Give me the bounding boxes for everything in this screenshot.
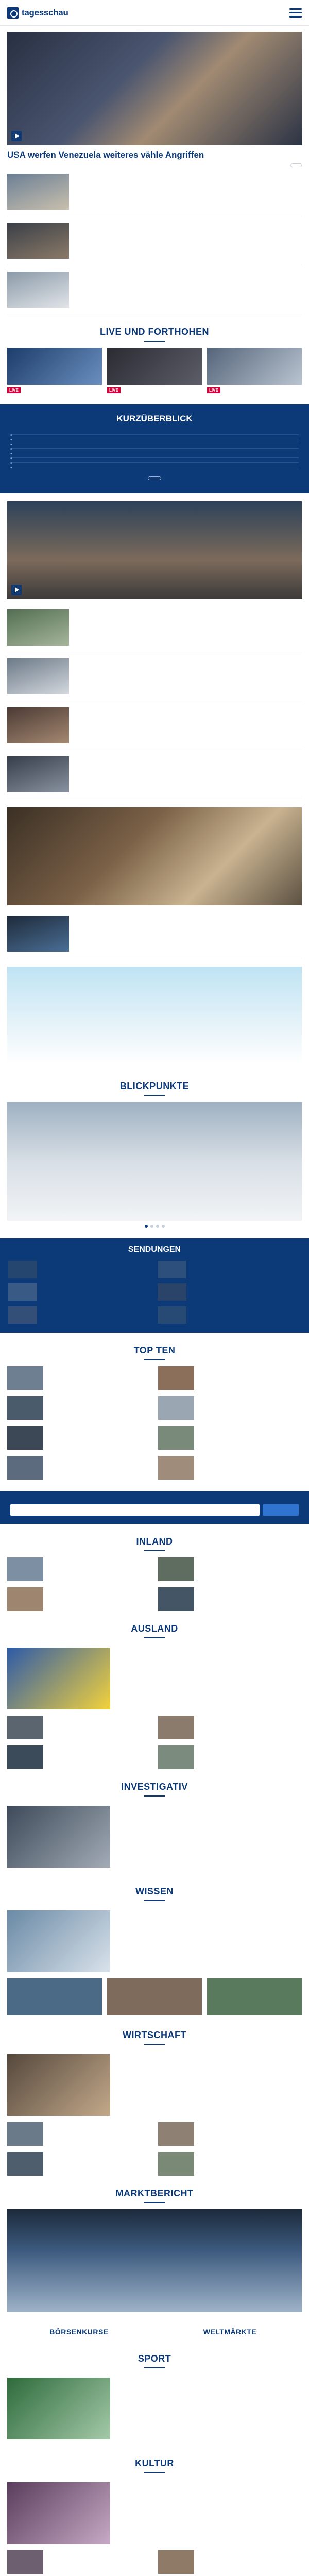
section-title: SPORT (138, 2353, 171, 2364)
kurzueberblick-box (0, 404, 309, 493)
main-content (0, 26, 309, 2576)
list-item[interactable] (7, 701, 302, 750)
section-header-ausland (7, 1611, 302, 1645)
feature-teaser[interactable] (7, 799, 302, 905)
list-item[interactable] (7, 1426, 151, 1450)
list-item[interactable] (10, 449, 299, 453)
show-thumbnail (8, 1283, 37, 1301)
list-item[interactable] (158, 2152, 302, 2176)
feature-teaser[interactable] (7, 493, 302, 599)
teaser-image (7, 223, 69, 259)
live-card[interactable] (207, 348, 302, 396)
teaser-image (7, 1366, 43, 1390)
teaser-image (7, 1745, 43, 1769)
feature-image[interactable] (7, 967, 302, 1064)
teaser-image (7, 1978, 102, 2015)
topten-grid (7, 1366, 302, 1480)
teaser-image (7, 1587, 43, 1611)
list-item[interactable] (158, 1261, 301, 1278)
list-item[interactable] (8, 1283, 151, 1301)
kurzueberblick-list (10, 430, 299, 467)
list-item[interactable] (7, 167, 302, 216)
more-teaser-list (7, 603, 302, 799)
live-badge: LIVE (207, 387, 220, 393)
teaser-image (158, 1745, 194, 1769)
list-item[interactable] (7, 2550, 151, 2574)
live-cards (7, 348, 302, 396)
hero-headline[interactable]: USA werfen Venezuela weiteres vähle Angriffen (7, 150, 204, 160)
list-item[interactable] (158, 1745, 302, 1769)
kurzueberblick-title: KURZÜBERBLICK (116, 414, 193, 423)
list-item[interactable] (158, 1366, 302, 1390)
gallery-pagination[interactable] (7, 1225, 302, 1228)
hero-more-button[interactable] (290, 163, 302, 167)
boersenkurse-link[interactable] (7, 2321, 151, 2341)
topten-title: TOP TEN (133, 1345, 176, 1355)
newsletter-email-field[interactable] (10, 1504, 260, 1516)
teaser-image (7, 707, 69, 743)
hero-teaser[interactable] (7, 32, 302, 167)
list-item[interactable] (7, 1557, 151, 1581)
list-item[interactable] (8, 1306, 151, 1324)
list-item[interactable] (7, 2152, 151, 2176)
list-item[interactable] (10, 453, 299, 458)
list-item[interactable] (7, 603, 302, 652)
wirtschaft-grid (7, 2122, 302, 2176)
list-item[interactable] (107, 1978, 202, 2018)
teaser-image (207, 1978, 302, 2015)
live-badge: LIVE (107, 387, 121, 393)
teaser-image (107, 1978, 202, 2015)
topten-header (7, 1333, 302, 1366)
show-thumbnail (158, 1283, 186, 1301)
list-item[interactable] (158, 1426, 302, 1450)
section-title: INVESTIGATIV (121, 1782, 188, 1792)
teaser-image (7, 2122, 43, 2146)
boerse-links (7, 2321, 302, 2341)
section-header-marktbericht (7, 2176, 302, 2209)
gallery-image[interactable] (7, 1102, 302, 1221)
ausland-grid (7, 1716, 302, 1769)
section-header-kultur (7, 2446, 302, 2479)
list-item[interactable] (158, 1557, 302, 1581)
teaser-image (7, 2152, 43, 2176)
teaser-image (7, 174, 69, 210)
site-logo[interactable]: tagesschau (22, 7, 68, 18)
blickpunkte-header (7, 1069, 302, 1102)
kultur-grid (7, 2550, 302, 2574)
live-badge: LIVE (7, 387, 21, 393)
investigativ-lead-teaser[interactable] (7, 1803, 302, 1874)
teaser-image (158, 1426, 194, 1450)
list-item[interactable] (7, 265, 302, 314)
hero-image (7, 32, 302, 145)
teaser-image (7, 1396, 43, 1420)
list-item[interactable] (158, 1306, 301, 1324)
list-item[interactable] (10, 439, 299, 444)
marktbericht-image[interactable] (7, 2209, 302, 2312)
inland-grid (7, 1557, 302, 1611)
list-item[interactable] (158, 1456, 302, 1480)
teaser-image (158, 1456, 194, 1480)
list-item[interactable] (158, 2122, 302, 2146)
list-item[interactable] (7, 1978, 102, 2018)
list-item[interactable] (7, 750, 302, 799)
sendungen-title: SENDUNGEN (128, 1245, 181, 1254)
section-header-investigativ (7, 1769, 302, 1803)
section-header-inland (7, 1524, 302, 1557)
section-title: WISSEN (135, 1886, 174, 1896)
list-item[interactable] (7, 1396, 151, 1420)
sendungen-box (0, 1238, 309, 1333)
list-item[interactable] (10, 444, 299, 449)
list-item[interactable] (158, 1396, 302, 1420)
list-item[interactable] (7, 1587, 151, 1611)
teaser-image (158, 1716, 194, 1739)
more-teaser-list (7, 909, 302, 958)
show-thumbnail (158, 1261, 186, 1278)
wissen-lead-teaser[interactable] (7, 1907, 302, 1978)
feature-image (7, 807, 302, 905)
list-item[interactable] (7, 1456, 151, 1480)
blickpunkte-title: BLICKPUNKTE (119, 1081, 190, 1091)
weltmaerkte-link[interactable] (158, 2321, 302, 2341)
teaser-image (7, 1426, 43, 1450)
live-card-image (207, 348, 302, 385)
list-item[interactable] (7, 652, 302, 701)
list-item[interactable] (10, 458, 299, 463)
teaser-image (158, 1396, 194, 1420)
list-item[interactable] (8, 1261, 151, 1278)
teaser-image (158, 1366, 194, 1390)
list-item[interactable] (158, 1716, 302, 1739)
list-item[interactable] (10, 435, 299, 439)
live-card[interactable] (107, 348, 202, 396)
newsletter-box (0, 1491, 309, 1524)
section-header-sport (7, 2341, 302, 2375)
teaser-image (7, 2054, 110, 2116)
teaser-image (158, 2152, 194, 2176)
section-title: MARKTBERICHT (115, 2188, 194, 2198)
ausland-lead-teaser[interactable] (7, 1645, 302, 1716)
live-section-header (7, 314, 302, 348)
teaser-image (7, 1456, 43, 1480)
logo-icon[interactable] (7, 7, 19, 19)
teaser-image (7, 2378, 110, 2439)
section-title: KULTUR (135, 2458, 174, 2468)
section-header-wissen (7, 1874, 302, 1907)
teaser-image (7, 609, 69, 646)
list-item[interactable] (10, 463, 299, 467)
list-item[interactable] (10, 430, 299, 435)
feature-image (7, 501, 302, 599)
teaser-image (158, 1587, 194, 1611)
teaser-image (158, 2550, 194, 2574)
teaser-image (7, 1648, 110, 1709)
kurzueberblick-button[interactable] (148, 476, 161, 480)
live-section-title: LIVE UND FORTHOHEN (99, 327, 209, 337)
teaser-image (7, 272, 69, 308)
section-header-wirtschaft (7, 2018, 302, 2051)
wissen-cards (7, 1978, 302, 2018)
newsletter-submit-button[interactable] (263, 1504, 299, 1516)
show-thumbnail (8, 1306, 37, 1324)
sport-lead-teaser[interactable] (7, 2375, 302, 2446)
teaser-image (7, 1806, 110, 1868)
boersenkurse-title: BÖRSENKURSE (49, 2328, 109, 2336)
list-item[interactable] (207, 1978, 302, 2018)
list-item[interactable] (7, 909, 302, 958)
live-card[interactable] (7, 348, 102, 396)
wirtschaft-lead-teaser[interactable] (7, 2051, 302, 2122)
site-header (0, 0, 309, 26)
kultur-lead-teaser[interactable] (7, 2479, 302, 2550)
teaser-image (7, 658, 69, 694)
teaser-image (7, 916, 69, 952)
section-title: WIRTSCHAFT (123, 2030, 186, 2040)
weltmaerkte-title: WELTMÄRKTE (203, 2328, 257, 2336)
live-card-image (7, 348, 102, 385)
top-teaser-list (7, 167, 302, 314)
show-thumbnail (158, 1306, 186, 1324)
teaser-image (7, 756, 69, 792)
live-card-image (107, 348, 202, 385)
teaser-image (7, 2482, 110, 2544)
teaser-image (158, 1557, 194, 1581)
teaser-image (158, 2122, 194, 2146)
list-item[interactable] (7, 1366, 151, 1390)
video-play-icon[interactable] (11, 585, 22, 595)
list-item[interactable] (7, 1745, 151, 1769)
list-item[interactable] (158, 1283, 301, 1301)
section-title: INLAND (136, 1536, 173, 1547)
list-item[interactable] (7, 1716, 151, 1739)
list-item[interactable] (7, 216, 302, 265)
section-title: AUSLAND (131, 1623, 178, 1634)
teaser-image (7, 1557, 43, 1581)
video-play-icon[interactable] (11, 131, 22, 141)
menu-icon[interactable] (289, 8, 302, 18)
show-thumbnail (8, 1261, 37, 1278)
teaser-image (7, 1716, 43, 1739)
list-item[interactable] (158, 2550, 302, 2574)
teaser-image (7, 2550, 43, 2574)
teaser-image (7, 1910, 110, 1972)
list-item[interactable] (7, 2122, 151, 2146)
list-item[interactable] (158, 1587, 302, 1611)
